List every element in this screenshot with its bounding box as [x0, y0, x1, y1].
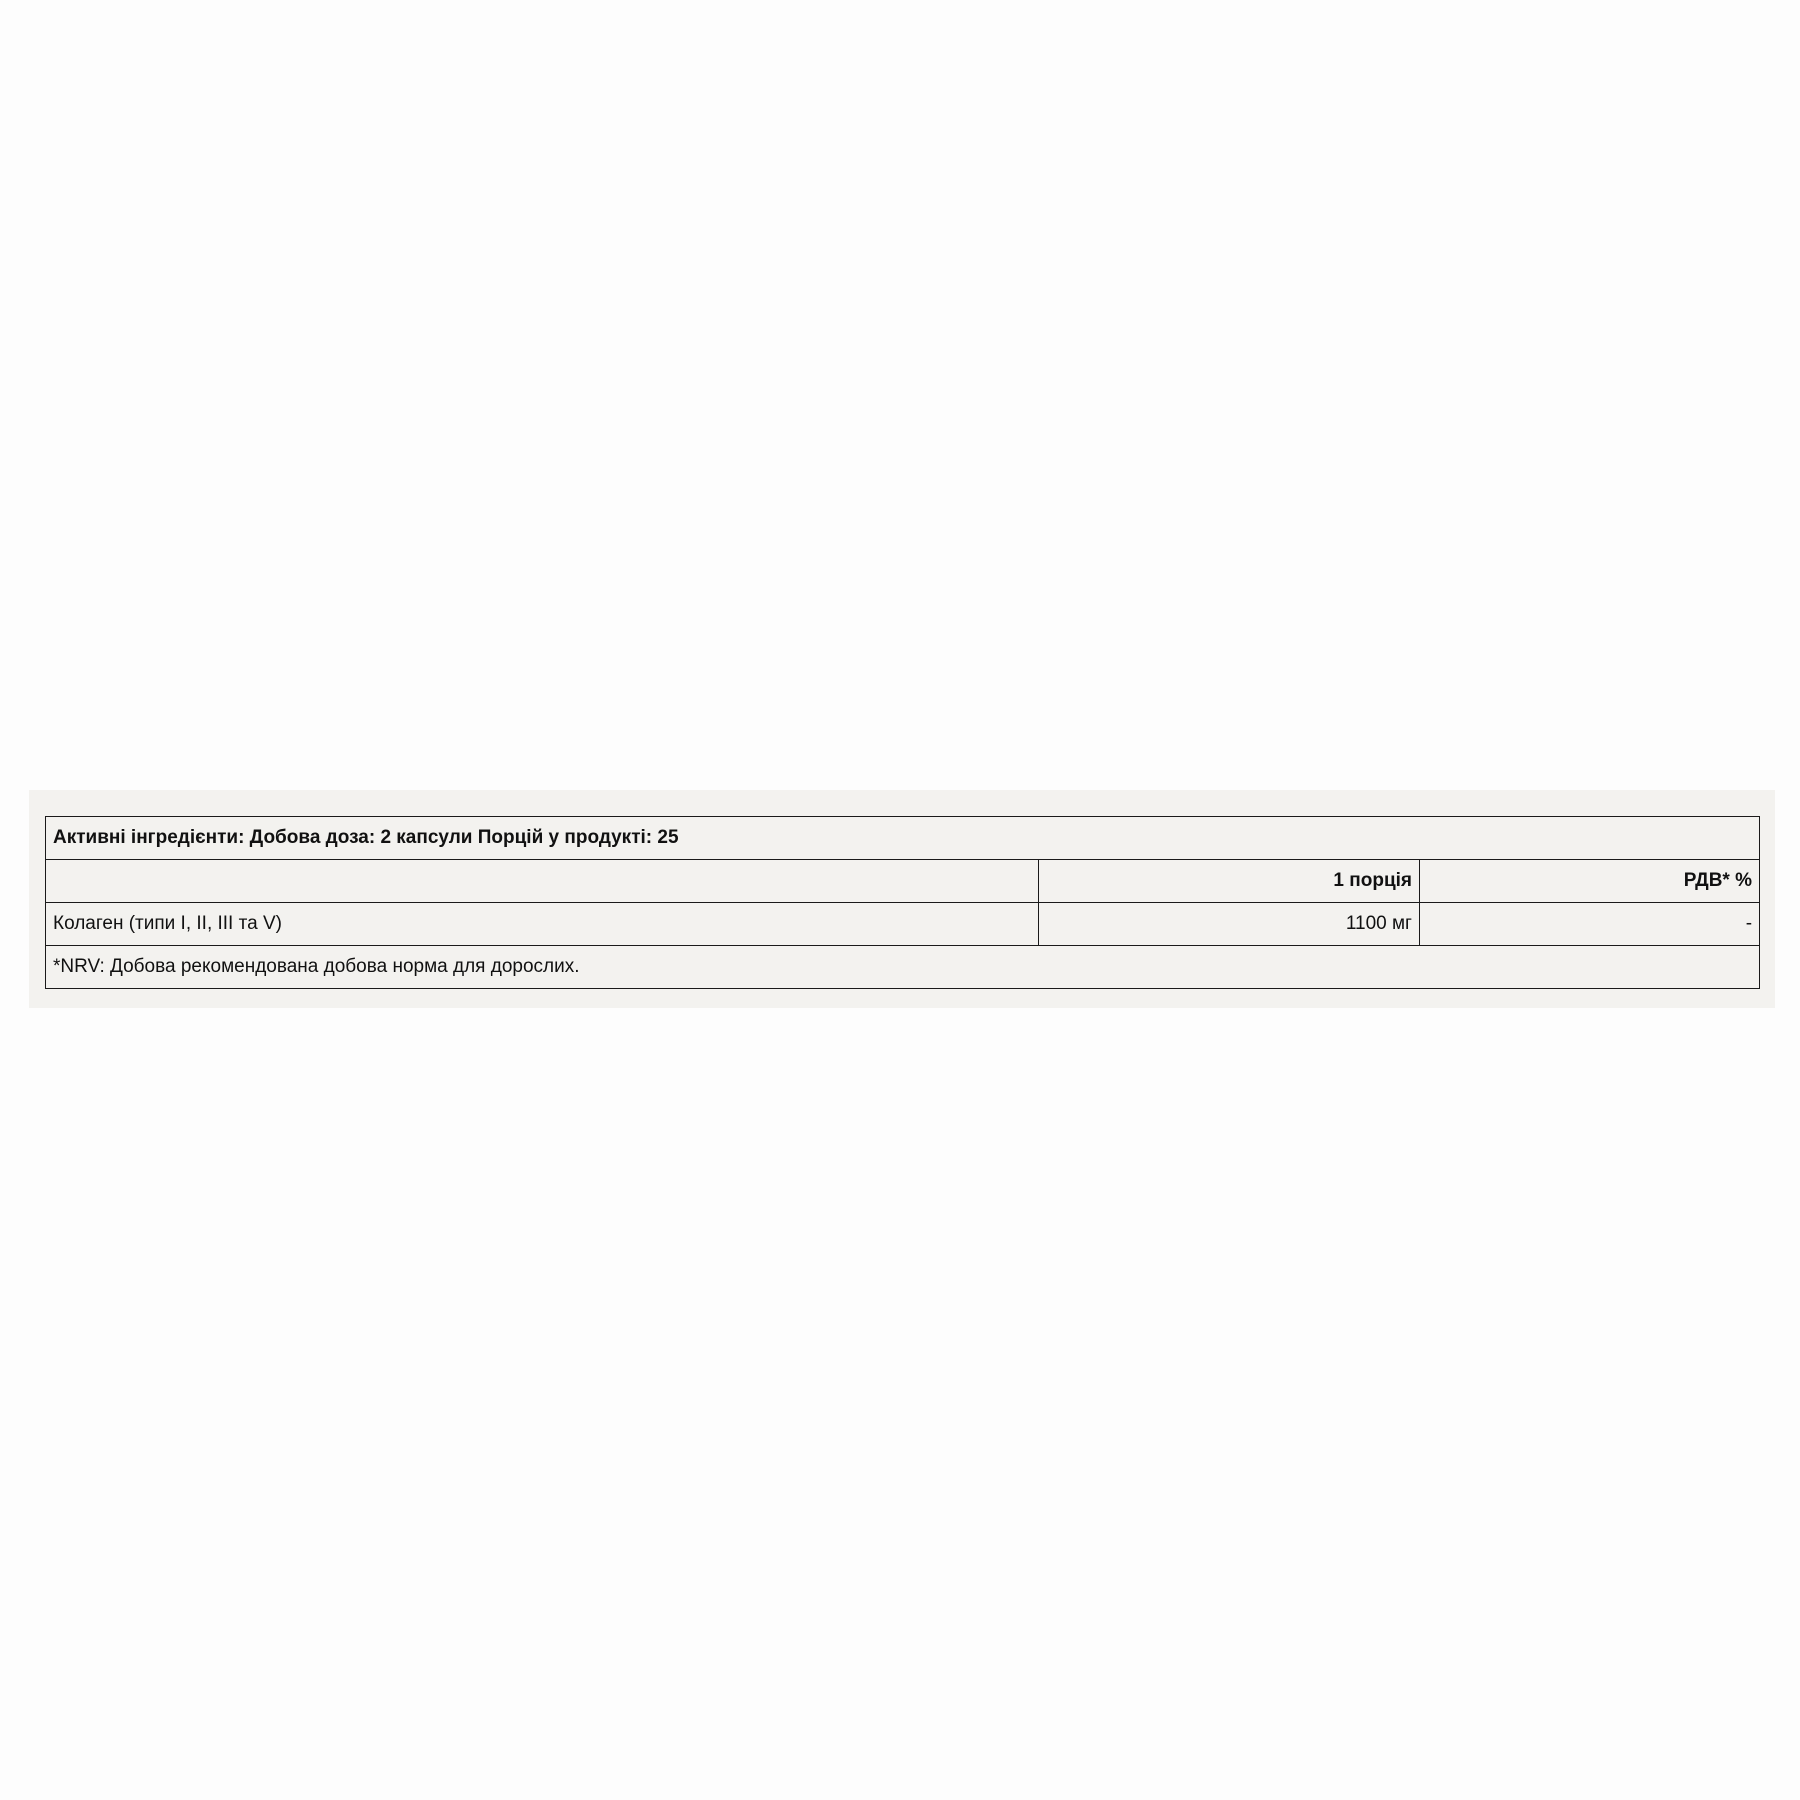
table-title-row [46, 817, 1760, 860]
table-row [46, 903, 1760, 946]
supplement-facts-panel [29, 790, 1775, 1008]
column-header-portion: 1 порція [1039, 860, 1420, 903]
supplement-facts-table [45, 816, 1760, 989]
column-header-rdv: РДВ* % [1420, 860, 1760, 903]
footnote-row [46, 946, 1760, 989]
table-title: Активні інгредієнти: Добова доза: 2 капсули Порцій у продукті: 25 [46, 817, 1760, 860]
column-header-row [46, 860, 1760, 903]
ingredient-amount: 1100 мг [1039, 903, 1420, 946]
column-header-name [46, 860, 1039, 903]
ingredient-name: Колаген (типи I, II, III та V) [46, 903, 1039, 946]
ingredient-rdv: - [1420, 903, 1760, 946]
footnote: *NRV: Добова рекомендована добова норма для дорослих. [46, 946, 1760, 989]
